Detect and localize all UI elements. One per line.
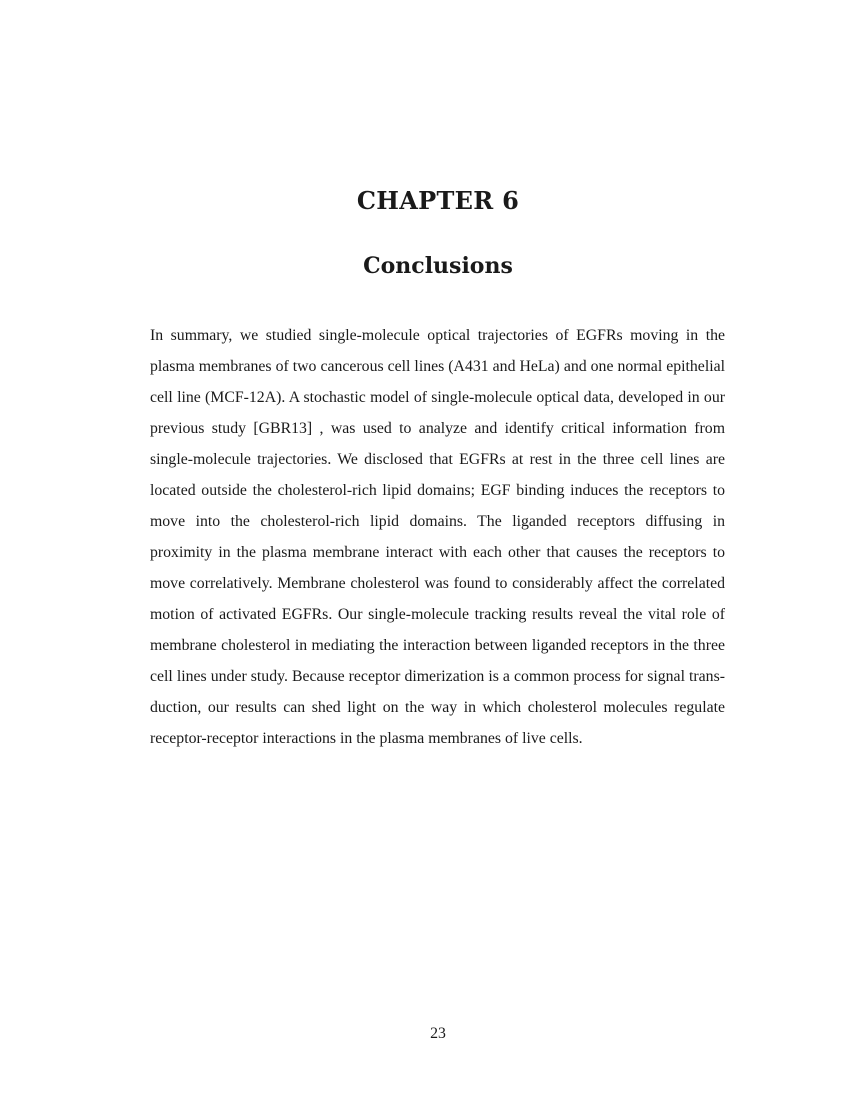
chapter-number-heading: CHAPTER 6 bbox=[356, 186, 520, 215]
conclusions-paragraph: In summary, we studied single-molecule optical trajectories of EGFRs moving in the plasma membranes of two cancerous cell lines (A431 and HeLa) and one normal epithelial cell line (MCF-12A). A stochastic model of single-molecule optical data, developed in our previous study [GBR13] , was used to analyze and identify critical information from single-molecule trajectories. We disclosed that EGFRs at rest in the three cell lines are located outside the cholesterol-rich lipid domains; EGF binding induces the receptors to move into the cholesterol-rich lipid domains. The liganded receptors diffusing in proximity in the plasma membrane interact with each other that causes the receptors to move correlatively. Membrane cholesterol was found to considerably affect the correlated motion of activated EGFRs. Our single-molecule tracking results reveal the vital role of membrane cholesterol in mediating the interaction between liganded receptors in the three cell lines under study. Because receptor dimerization is a common process for signal transduction, our results can shed light on the way in which cholesterol molecules regulate receptor-receptor interactions in the plasma membranes of live cells. bbox=[150, 327, 725, 747]
chapter-title-heading: Conclusions bbox=[363, 253, 513, 279]
page-number: 23 bbox=[430, 1025, 446, 1042]
